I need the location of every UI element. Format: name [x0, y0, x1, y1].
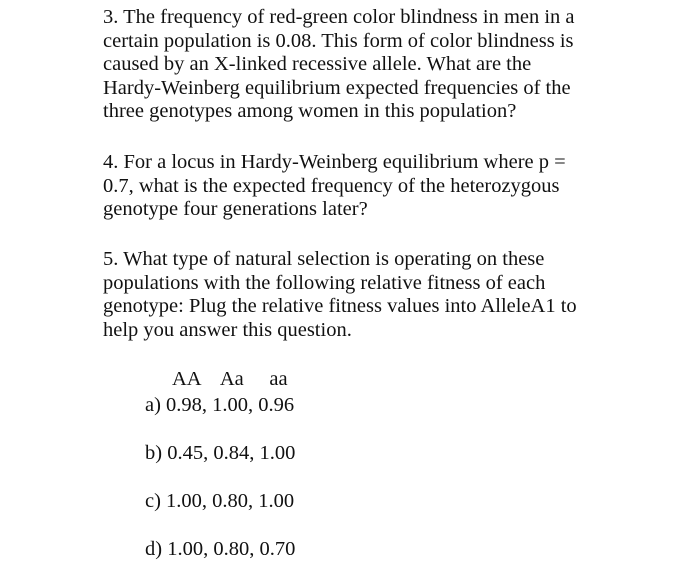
question-5-line: genotype: Plug the relative fitness values into AlleleA1 to: [103, 295, 577, 317]
genotype-header: AA Aa aa: [172, 368, 288, 390]
option-d: d) 1.00, 0.80, 0.70: [145, 538, 296, 560]
question-3-line: certain population is 0.08. This form of color blindness is: [103, 29, 574, 52]
question-5: [103, 248, 603, 342]
question-3-line: caused by an X-linked recessive allele. What are the: [103, 53, 532, 75]
question-4-line: 0.7, what is the expected frequency of the heterozygous: [103, 174, 560, 197]
question-4-line: genotype four generations later?: [103, 198, 368, 220]
question-3-line: Hardy-Weinberg equilibrium expected frequencies of the: [103, 76, 571, 99]
question-4: [103, 151, 603, 222]
option-a: a) 0.98, 1.00, 0.96: [145, 394, 295, 416]
question-3-line: three genotypes among women in this population?: [103, 100, 517, 122]
question-5-line: populations with the following relative fitness of each: [103, 271, 546, 294]
option-c: c) 1.00, 0.80, 1.00: [145, 490, 295, 512]
question-3-line: 3. The frequency of red-green color blindness in men in a: [103, 6, 575, 28]
question-3: [103, 6, 603, 124]
question-5-line: help you answer this question.: [103, 318, 352, 341]
question-4-line: 4. For a locus in Hardy-Weinberg equilibrium where p =: [103, 151, 566, 173]
question-5-line: 5. What type of natural selection is operating on these: [103, 248, 545, 270]
option-b: b) 0.45, 0.84, 1.00: [145, 442, 296, 464]
